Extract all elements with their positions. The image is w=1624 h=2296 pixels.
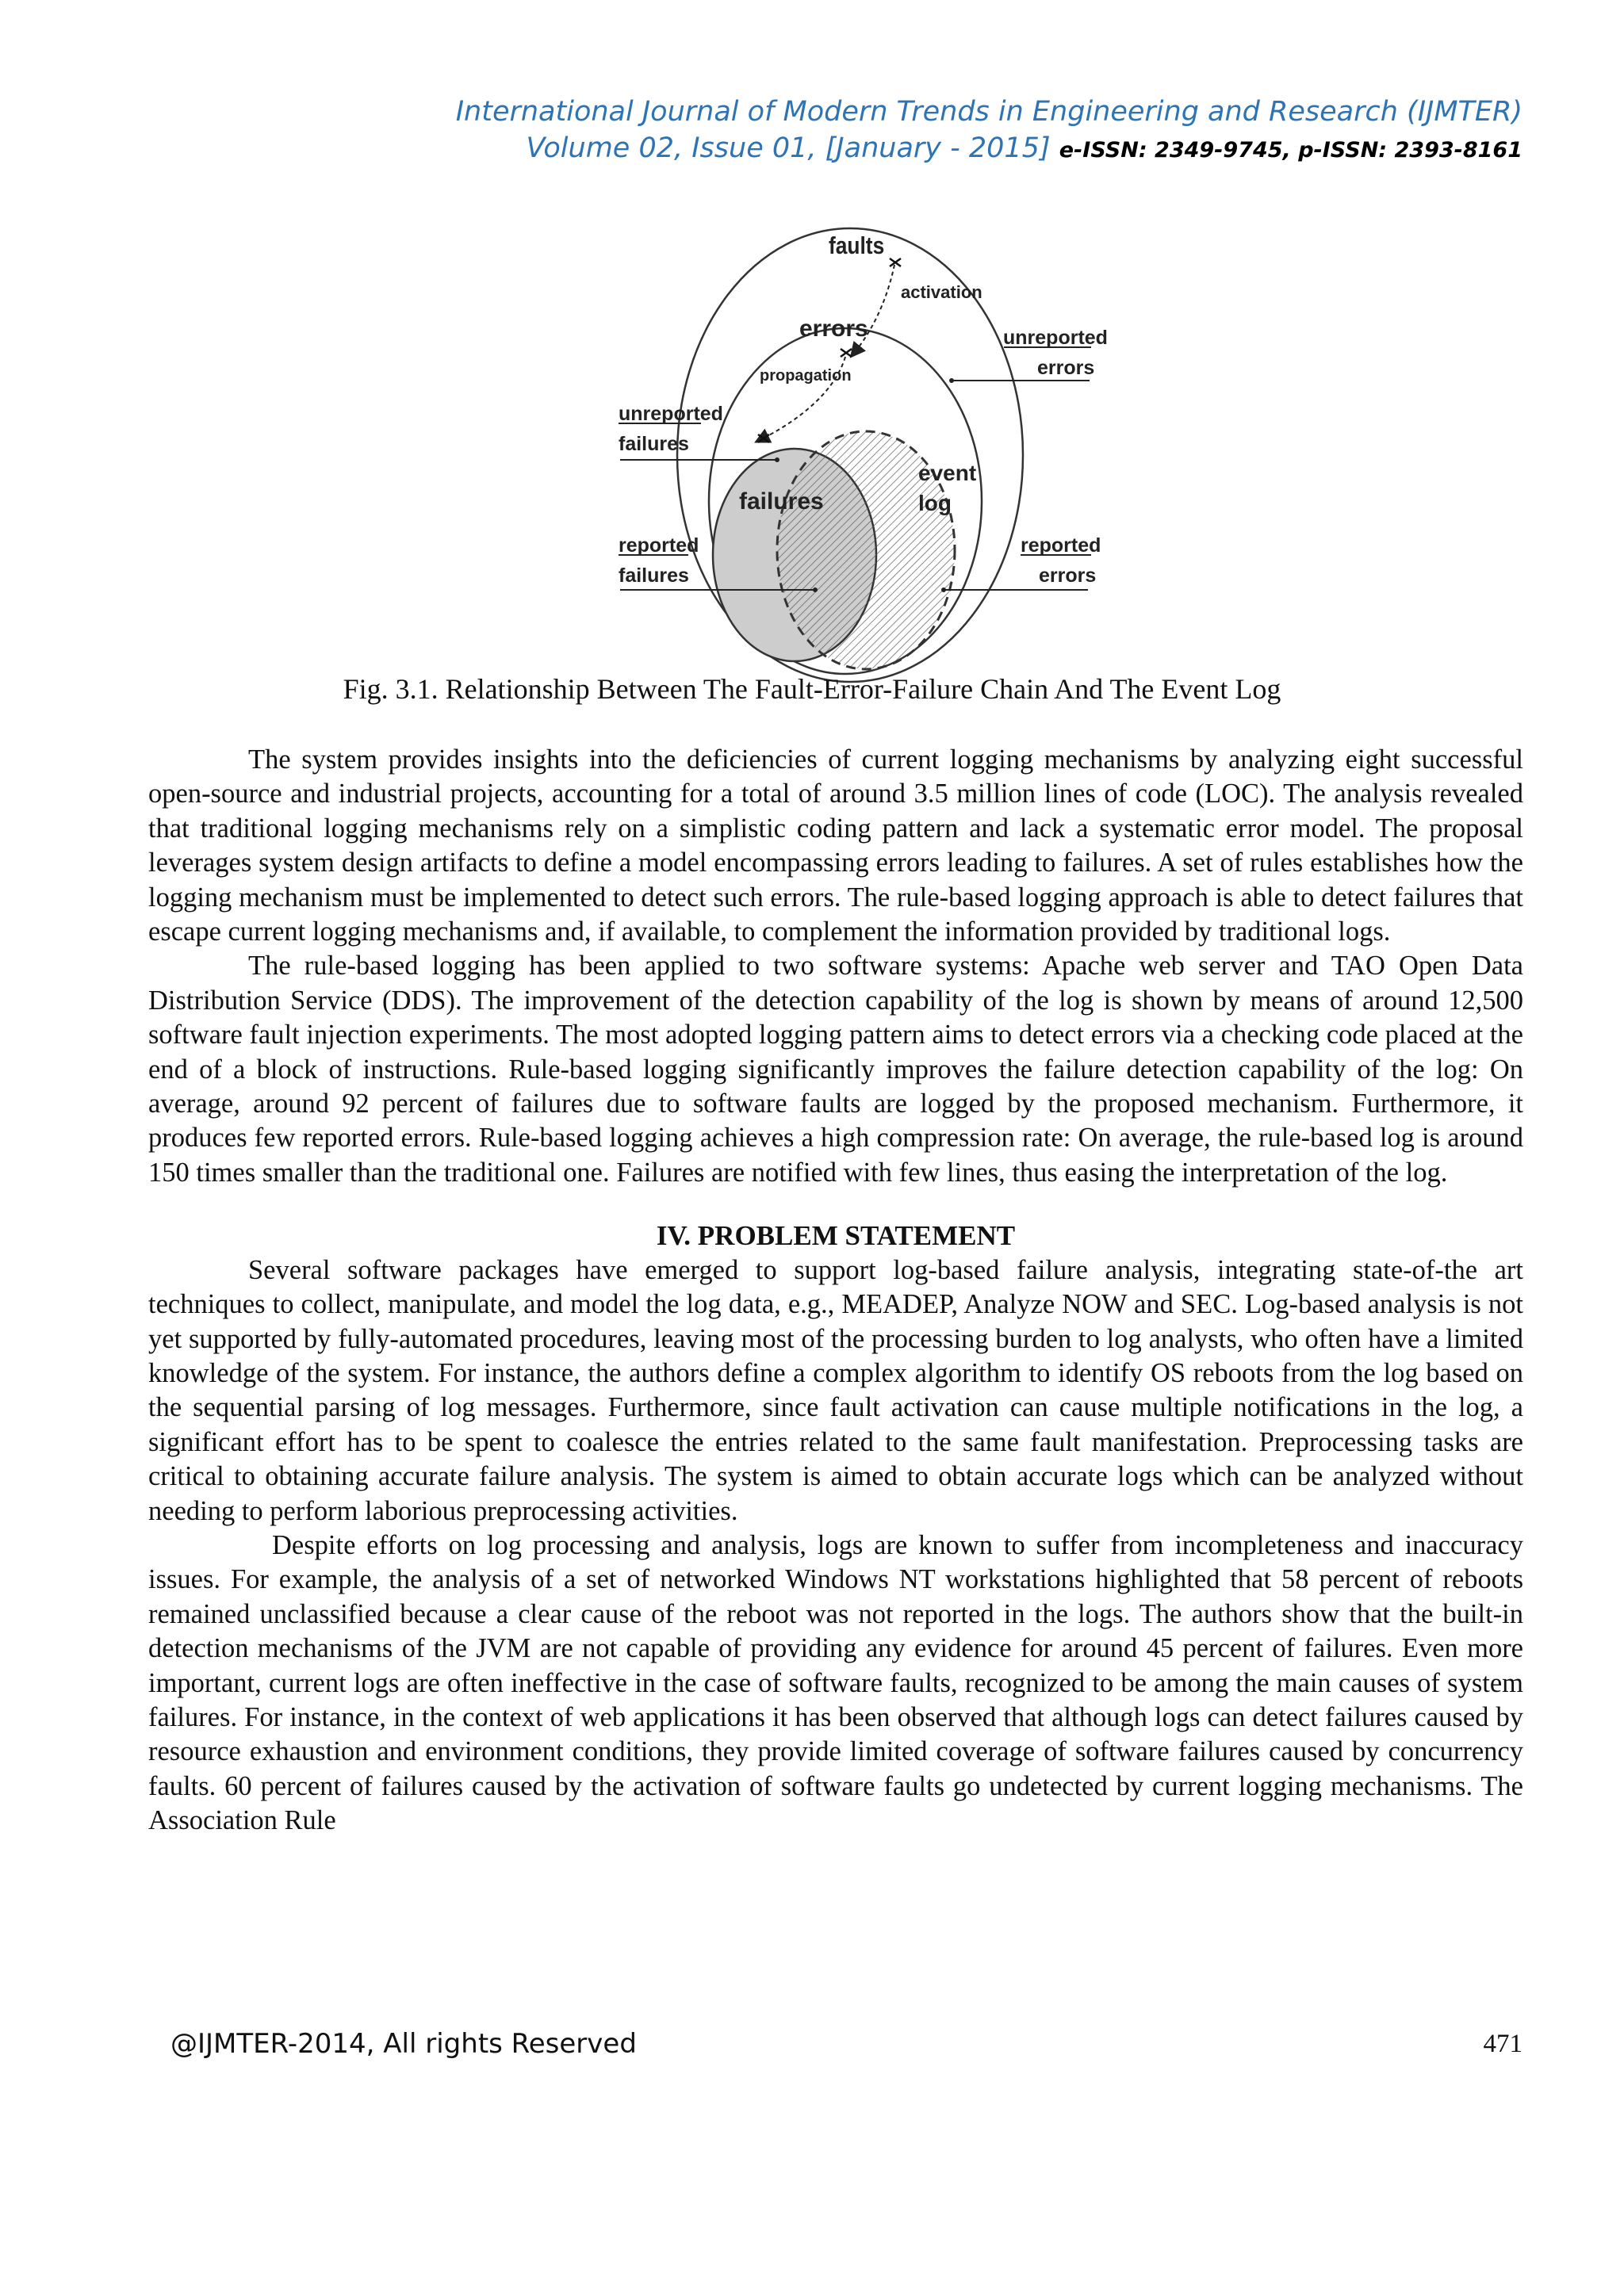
label-failures: failures — [739, 488, 824, 515]
page-number: 471 — [1483, 2030, 1522, 2058]
fault-error-failure-figure — [603, 216, 1110, 683]
label-propagation: propagation — [760, 367, 852, 385]
section-heading: IV. PROBLEM STATEMENT — [656, 1220, 1016, 1252]
label-reported-errors-2: errors — [1039, 564, 1097, 587]
label-reported-failures-2: failures — [619, 564, 689, 587]
label-reported-errors-1: reported — [1021, 534, 1101, 557]
journal-header — [456, 94, 1522, 169]
paragraph-2: The rule-based logging has been applied to two software systems: Apache web server and TAO Open Data Distribution Service (DDS). The improvement of the detection capability of the log is shown by means of around 12,500 software fault injection experiments. The most adopted logging pattern aims to detect errors via a checking code placed at the end of a block of instructions. Rule-based logging significantly improves the failure detection capability of the log: On average, around 92 percent of failures due to software faults are logged by the proposed mechanism. Furthermore, it produces few reported errors. Rule-based logging achieves a high compression rate: On average, the rule-based log is around 150 times smaller than the traditional one. Failures are notified with few lines, thus easing the interpretation of the log. — [148, 951, 1523, 1188]
fault-marker-2 — [841, 349, 852, 357]
label-event-2: log — [918, 491, 952, 515]
label-activation: activation — [901, 282, 982, 302]
journal-volume: Volume 02, Issue 01, [January - 2015] — [526, 132, 1051, 164]
article-body — [148, 743, 1523, 1839]
figure-caption: Fig. 3.1. Relationship Between The Fault-Error-Failure Chain And The Event Log — [343, 673, 1281, 705]
journal-issn: e-ISSN: 2349-9745, p-ISSN: 2393-8161 — [1059, 138, 1522, 163]
paragraph-3: Several software packages have emerged to support log-based failure analysis, integrating state-of-the art techniques to collect, manipulate, and model the log data, e.g., MEADEP, Analyze NOW and SEC. Log-based analysis is not yet supported by fully-automated procedures, leaving most of the processing burden to log analysts, who often have a limited knowledge of the system. For instance, the authors define a complex algorithm to identify OS reboots from the log based on the sequential parsing of log messages. Furthermore, since fault activation can cause multiple notifications in the log, a significant effort has to be spent to coalesce the entries related to the same fault manifestation. Preprocessing tasks are critical to obtaining accurate failure analysis. The system is aimed to obtain accurate logs which can be analyzed without needing to perform laborious preprocessing activities. — [148, 1254, 1523, 1526]
label-unreported-errors-1: unreported — [1003, 327, 1108, 349]
label-unreported-failures-1: unreported — [619, 403, 723, 425]
paragraph-4: Despite efforts on log processing and analysis, logs are known to suffer from incompleteness and inaccuracy issues. For example, the analysis of a set of networked Windows NT workstations highlighted that 58 percent of reboots remained unclassified because a clear cause of the reboot was not reported in the logs. The authors show that the built-in detection mechanisms of the JVM are not capable of providing any evidence for around 45 percent of failures. Even more important, current logs are often ineffective in the case of software faults, recognized to be among the main causes of system failures. For instance, in the context of web applications it has been observed that although logs can detect failures caused by resource exhaustion and environment conditions, they provide limited coverage of software failures caused by concurrency faults. 60 percent of failures caused by the activation of software faults go undetected by current logging mechanisms. The Association Rule — [148, 1529, 1523, 1836]
label-event-1: event — [918, 461, 977, 485]
paragraph-1: The system provides insights into the deficiencies of current logging mechanisms by analyzing eight successful open-source and industrial projects, accounting for a total of around 3.5 million lines of code (LOC). The analysis revealed that traditional logging mechanisms rely on a simplistic coding pattern and lack a systematic error model. The proposal leverages system design artifacts to define a model encompassing errors leading to failures. A set of rules establishes how the logging mechanism must be implemented to detect such errors. The rule-based logging approach is able to detect failures that escape current logging mechanisms and, if available, to complement the information provided by traditional logs. — [148, 744, 1523, 947]
journal-volume-line — [456, 130, 1522, 169]
label-errors: errors — [799, 316, 868, 342]
copyright-footer: @IJMTER-2014, All rights Reserved — [170, 2028, 637, 2060]
label-reported-failures-1: reported — [619, 534, 699, 557]
journal-title: International Journal of Modern Trends in Engineering and Research (IJMTER) — [455, 96, 1522, 128]
label-faults: faults — [829, 232, 885, 260]
label-unreported-failures-2: failures — [619, 433, 689, 455]
fault-marker-1 — [890, 258, 901, 266]
label-unreported-errors-2: errors — [1037, 357, 1095, 379]
fault-marker-3 — [758, 434, 769, 442]
fault-error-failure-diagram — [603, 216, 1110, 683]
